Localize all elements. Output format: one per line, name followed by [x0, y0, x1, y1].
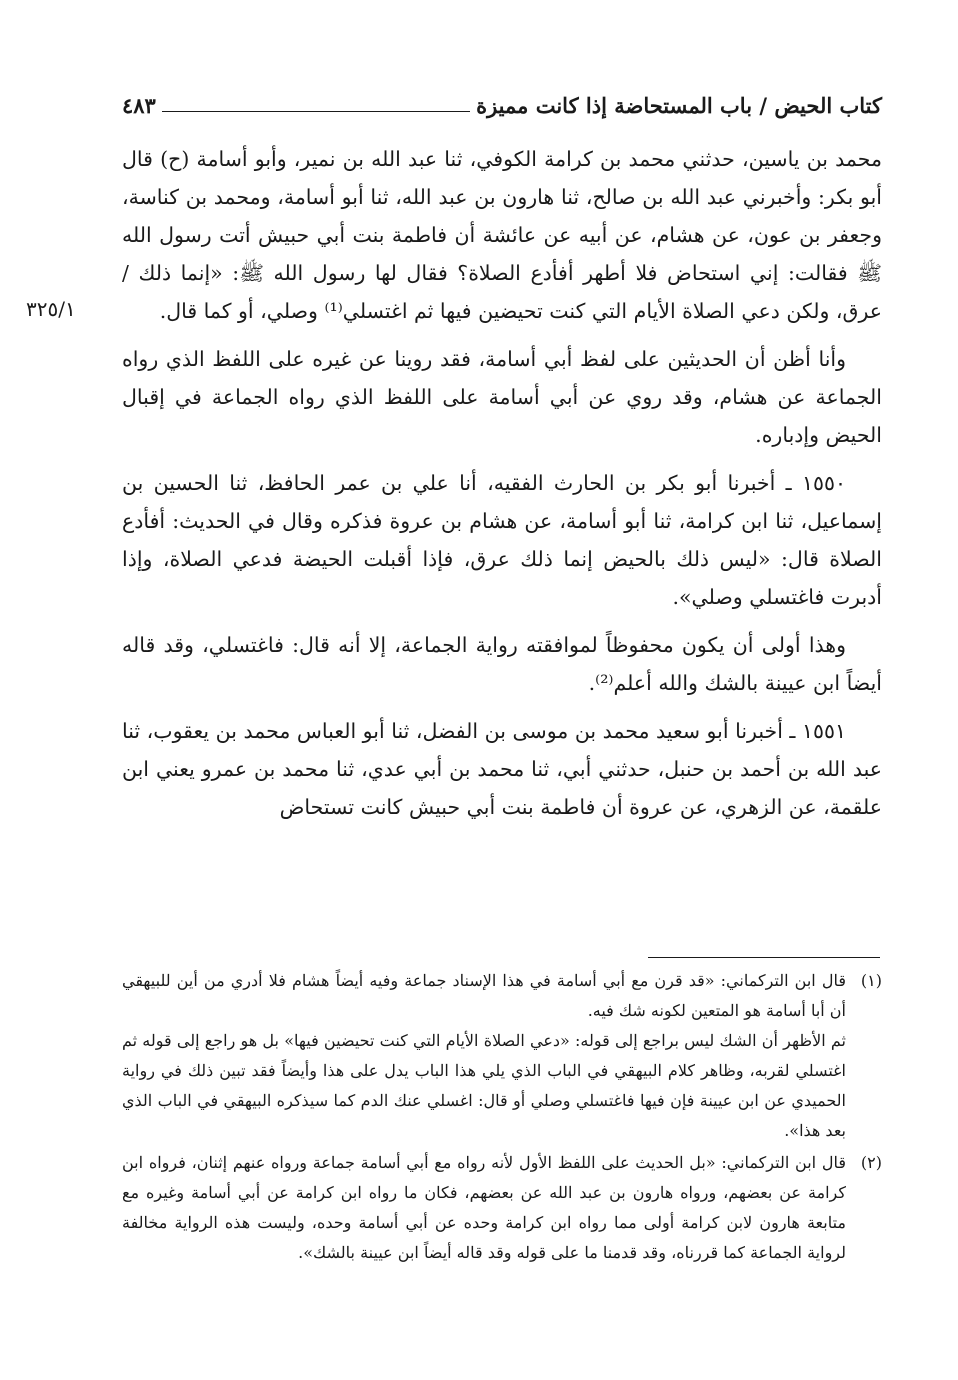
footnote-divider	[648, 957, 880, 958]
page-number: ٤٨٣	[122, 93, 156, 118]
footnotes	[122, 966, 882, 1270]
paragraph-4: وهذا أولى أن يكون محفوظاً لموافقته رواية الجماعة، إلا أنه قال: فاغتسلي، وقد قاله أيضاً ابن عيينة بالشك والله أعلم⁽²⁾.	[122, 633, 882, 695]
hadith-1551: ١٥٥١ ـ أخبرنا أبو سعيد محمد بن موسى بن الفضل، ثنا أبو العباس محمد بن يعقوب، ثنا عبد الله بن أحمد بن حنبل، حدثني أبي، ثنا محمد بن أبي عدي، ثنا محمد بن عمرو يعني ابن علقمة، عن الزهري، عن عروة أن فاطمة بنت أبي حبيش كانت تستحاض	[122, 719, 882, 819]
header-rule	[162, 111, 470, 112]
footnote-line: قال ابن التركماني: «بل الحديث على اللفظ الأول لأنه رواه مع أبي أسامة جماعة ورواه عنهم إثنان، فرواه ابن كرامة عن بعضهم، ورواه هارون بن عبد الله عن بعضهم، فكان ما رواه ابن كرامة عن أبي أسامة وغيره مع متابعة هارون لابن كرامة أولى مما رواه ابن كرامة وحده عن أبي أسامة وحده، وليست هذه الرواية مخالفة لرواية الجماعة كما قررناه، وقد قدمنا ما على قوله وقد قاله أيضاً ابن عيينة بالشك».	[122, 1153, 846, 1262]
header-title: كتاب الحيض / باب المستحاضة إذا كانت مميزة	[476, 93, 882, 118]
main-text	[122, 140, 882, 836]
margin-reference: ٣٢٥/١	[26, 297, 76, 321]
running-header	[122, 84, 882, 120]
footnote-1	[122, 966, 882, 1146]
footnote-line: قال ابن التركماني: «قد قرن مع أبي أسامة في هذا الإسناد جماعة وفيه أيضاً هشام فلا أدري من أين للبيهقي أن أبا أسامة هو المتعين لكونه شك فيه.	[122, 971, 846, 1020]
footnote-line: ثم الأظهر أن الشك ليس براجع إلى قوله: «دعي الصلاة الأيام التي كنت تحيضين فيها» بل هو راجع إلى قوله ثم اغتسلي لقربه، وظاهر كلام البيهقي في الباب الذي يلي هذا الباب يدل على هذا وأيضاً فقد تبين ذلك في رواية الحميدي عن ابن عيينة فإن فيها فاغتسلي وصلي أو قال: اغسلي عنك الدم كما سيذكره البيهقي في الباب الذي بعد هذا».	[122, 1031, 847, 1140]
hadith-1550: ١٥٥٠ ـ أخبرنا أبو بكر بن الحارث الفقيه، أنا علي بن عمر الحافظ، ثنا الحسين بن إسماعيل، ثنا ابن كرامة، ثنا أبو أسامة، عن هشام بن عروة فذكره وقال في الحديث: أفأدع الصلاة قال: «ليس ذلك بالحيض إنما ذلك عرق، فإذا أقبلت الحيضة فدعي الصلاة، وإذا أدبرت فاغتسلي وصلي».	[122, 471, 882, 609]
footnote-number: (٢)	[860, 1153, 882, 1172]
footnote-number: (١)	[860, 971, 882, 990]
footnote-body	[122, 966, 846, 1146]
footnote-2	[122, 1148, 882, 1268]
footnote-body	[122, 1148, 846, 1268]
paragraph-1: محمد بن ياسين، حدثني محمد بن كرامة الكوفي، ثنا عبد الله بن نمير، وأبو أسامة (ح) قال أبو بكر: وأخبرني عبد الله بن صالح، ثنا هارون بن عبد الله، ثنا أبو أسامة، ومحمد بن كناسة، وجعفر بن عون، عن هشام، عن أبيه عن عائشة أن فاطمة بنت أبي حبيش أتت رسول الله ﷺ فقالت: إني استحاض فلا أطهر أفأدع الصلاة؟ فقال لها رسول الله ﷺ: «إنما ذلك / عرق، ولكن دعي الصلاة الأيام التي كنت تحيضين فيها ثم اغتسلي⁽¹⁾ وصلي، أو كما قال.	[122, 147, 882, 323]
paragraph-2: وأنا أظن أن الحديثين على لفظ أبي أسامة، فقد روينا عن غيره على اللفظ الذي رواه الجماعة عن هشام، وقد روي عن أبي أسامة على اللفظ الذي رواه الجماعة في إقبال الحيض وإدباره.	[122, 347, 882, 447]
